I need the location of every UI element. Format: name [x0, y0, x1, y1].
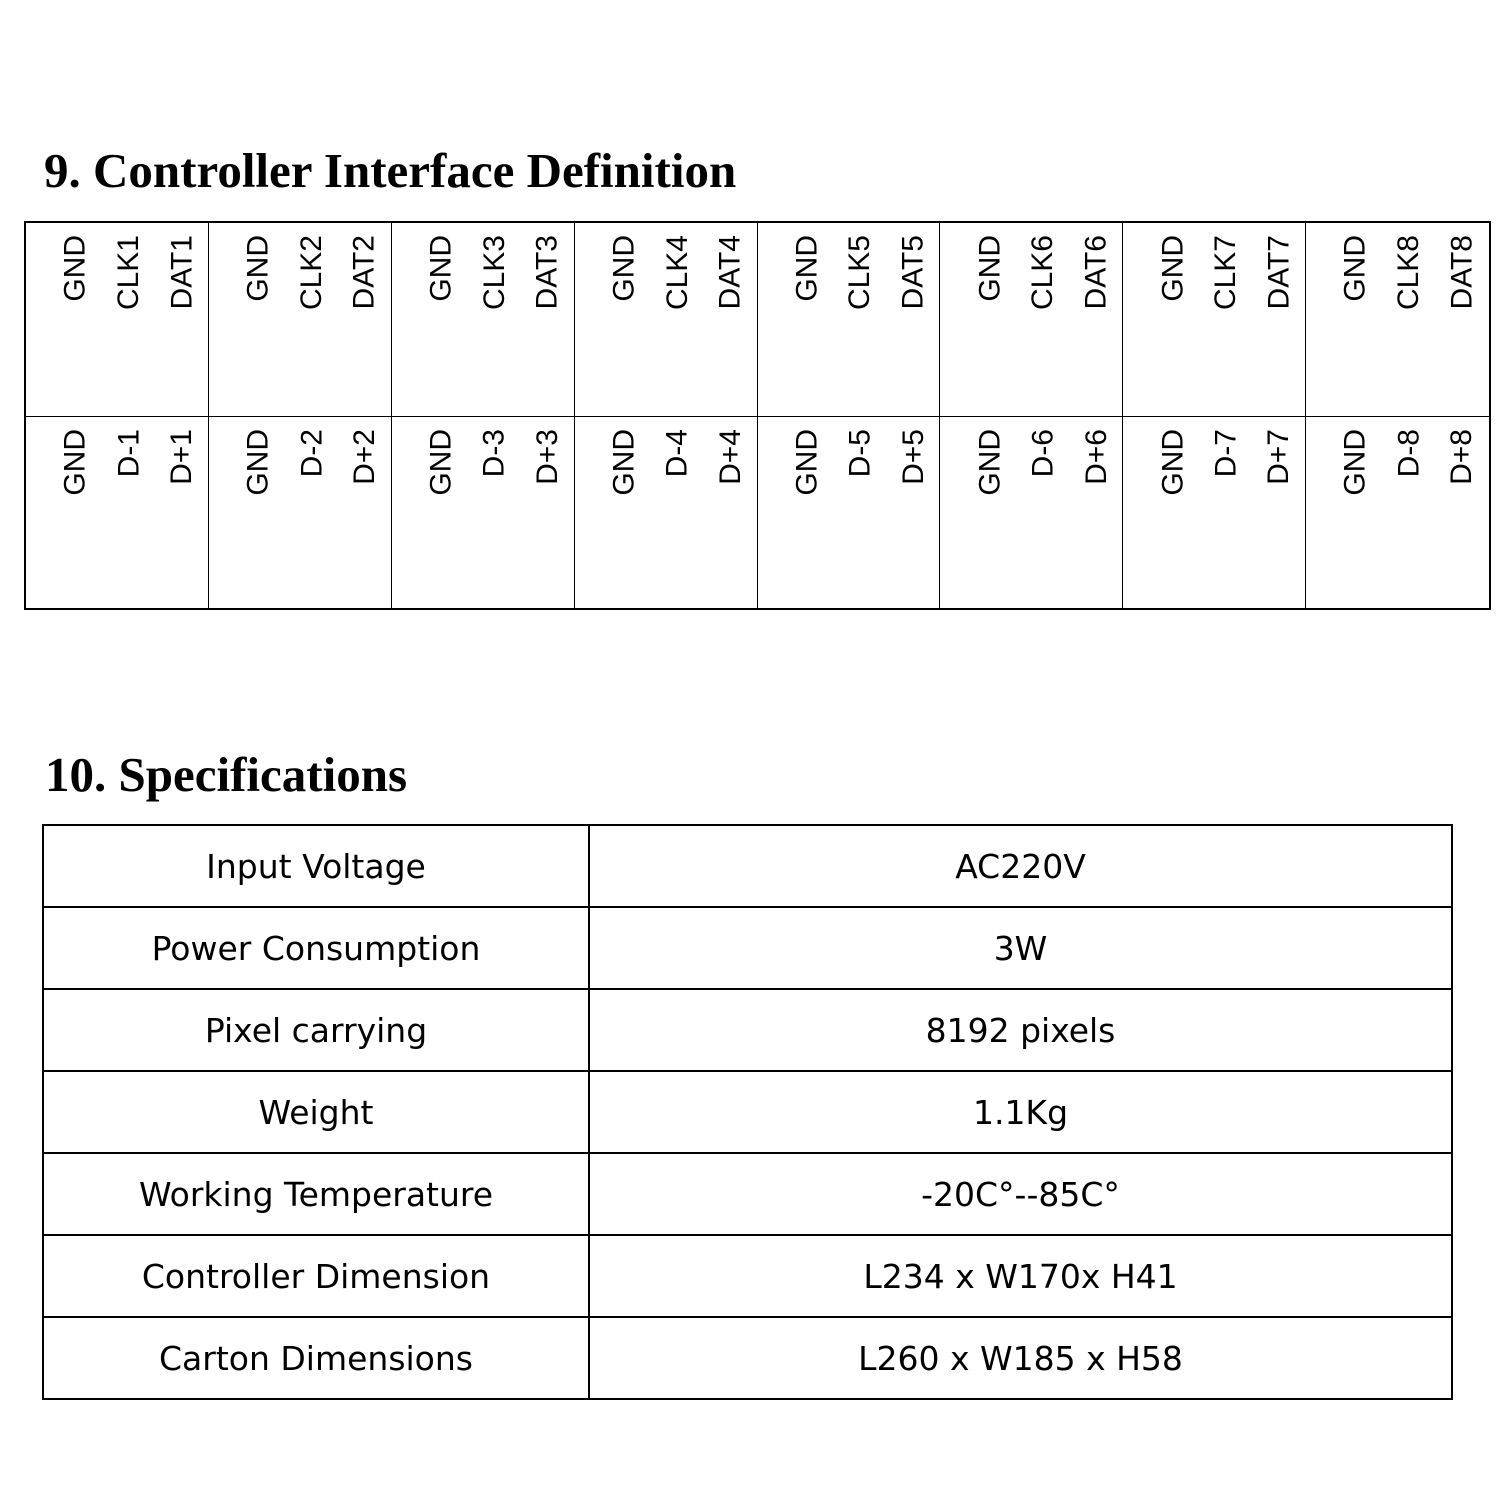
- pin-label: CLK5: [843, 235, 877, 311]
- pin-label: DAT5: [896, 235, 930, 310]
- spec-label: Weight: [43, 1071, 589, 1153]
- pin-label: GND: [241, 235, 275, 302]
- port-7-top-cell: [1123, 223, 1306, 417]
- interface-section-title: 9. Controller Interface Definition: [44, 143, 737, 198]
- pin-label: GND: [241, 429, 275, 496]
- pin-label: GND: [59, 235, 92, 302]
- pin-label: DAT6: [1079, 235, 1113, 310]
- pin-label: CLK6: [1026, 235, 1060, 311]
- pin-label: D+5: [896, 429, 930, 485]
- table-row: [43, 1317, 1452, 1399]
- pin-label: GND: [424, 235, 458, 302]
- port-6-top-cell: [940, 223, 1123, 417]
- spec-value: 8192 pixels: [589, 989, 1452, 1071]
- pin-label: CLK8: [1392, 235, 1426, 311]
- pin-label: CLK2: [294, 235, 328, 311]
- pin-label: DAT8: [1445, 235, 1479, 310]
- spec-label: Input Voltage: [43, 825, 589, 907]
- pin-label: D+8: [1445, 429, 1479, 485]
- port-4-top-cell: [575, 223, 758, 417]
- port-1-bottom-cell: [26, 417, 209, 608]
- pin-label: D-6: [1026, 429, 1060, 478]
- pin-label: GND: [424, 429, 458, 496]
- pin-label: DAT3: [530, 235, 564, 310]
- pin-label: GND: [790, 429, 824, 496]
- spec-value: AC220V: [589, 825, 1452, 907]
- spec-label: Carton Dimensions: [43, 1317, 589, 1399]
- spec-label: Pixel carrying: [43, 989, 589, 1071]
- port-2-bottom-cell: [209, 417, 392, 608]
- pin-label: D-4: [660, 429, 694, 478]
- spec-value: 3W: [589, 907, 1452, 989]
- interface-definition-table: [24, 221, 1491, 610]
- pin-label: GND: [59, 429, 92, 496]
- port-5-bottom-cell: [758, 417, 941, 608]
- pin-label: D+6: [1079, 429, 1113, 485]
- port-8-top-cell: [1306, 223, 1489, 417]
- pin-label: D-5: [843, 429, 877, 478]
- spec-value: 1.1Kg: [589, 1071, 1452, 1153]
- table-row: [43, 825, 1452, 907]
- pin-label: CLK7: [1209, 235, 1243, 311]
- port-5-top-cell: [758, 223, 941, 417]
- pin-label: GND: [1156, 235, 1190, 302]
- pin-label: D+2: [347, 429, 381, 485]
- pin-label: GND: [790, 235, 824, 302]
- port-4-bottom-cell: [575, 417, 758, 608]
- port-3-bottom-cell: [392, 417, 575, 608]
- pin-label: DAT2: [347, 235, 381, 310]
- table-row: [43, 1071, 1452, 1153]
- spec-section-title: 10. Specifications: [45, 747, 408, 802]
- table-row: [43, 1235, 1452, 1317]
- pin-label: D-3: [477, 429, 511, 478]
- pin-label: D-2: [294, 429, 328, 478]
- pin-label: D+1: [165, 429, 198, 485]
- table-row: [43, 907, 1452, 989]
- spec-value: L234 x W170x H41: [589, 1235, 1452, 1317]
- pin-label: DAT4: [713, 235, 747, 310]
- spec-label: Working Temperature: [43, 1153, 589, 1235]
- pin-label: D-1: [112, 429, 145, 478]
- pin-label: GND: [973, 429, 1007, 496]
- pin-label: GND: [607, 235, 641, 302]
- pin-label: D+3: [530, 429, 564, 485]
- pin-label: D-7: [1209, 429, 1243, 478]
- spec-value: -20C°--85C°: [589, 1153, 1452, 1235]
- pin-label: D+7: [1262, 429, 1296, 485]
- port-8-bottom-cell: [1306, 417, 1489, 608]
- pin-label: GND: [1156, 429, 1190, 496]
- spec-label: Power Consumption: [43, 907, 589, 989]
- pin-label: CLK4: [660, 235, 694, 311]
- pin-label: GND: [607, 429, 641, 496]
- specifications-table: [42, 824, 1453, 1400]
- pin-label: GND: [973, 235, 1007, 302]
- spec-value: L260 x W185 x H58: [589, 1317, 1452, 1399]
- table-row: [43, 989, 1452, 1071]
- pin-label: D+4: [713, 429, 747, 485]
- pin-label: CLK1: [112, 235, 145, 311]
- table-row: [43, 1153, 1452, 1235]
- pin-label: GND: [1339, 235, 1373, 302]
- port-3-top-cell: [392, 223, 575, 417]
- port-6-bottom-cell: [940, 417, 1123, 608]
- spec-label: Controller Dimension: [43, 1235, 589, 1317]
- pin-label: GND: [1339, 429, 1373, 496]
- pin-label: D-8: [1392, 429, 1426, 478]
- port-1-top-cell: [26, 223, 209, 417]
- port-2-top-cell: [209, 223, 392, 417]
- pin-label: CLK3: [477, 235, 511, 311]
- pin-label: DAT7: [1262, 235, 1296, 310]
- port-7-bottom-cell: [1123, 417, 1306, 608]
- pin-label: DAT1: [165, 235, 198, 310]
